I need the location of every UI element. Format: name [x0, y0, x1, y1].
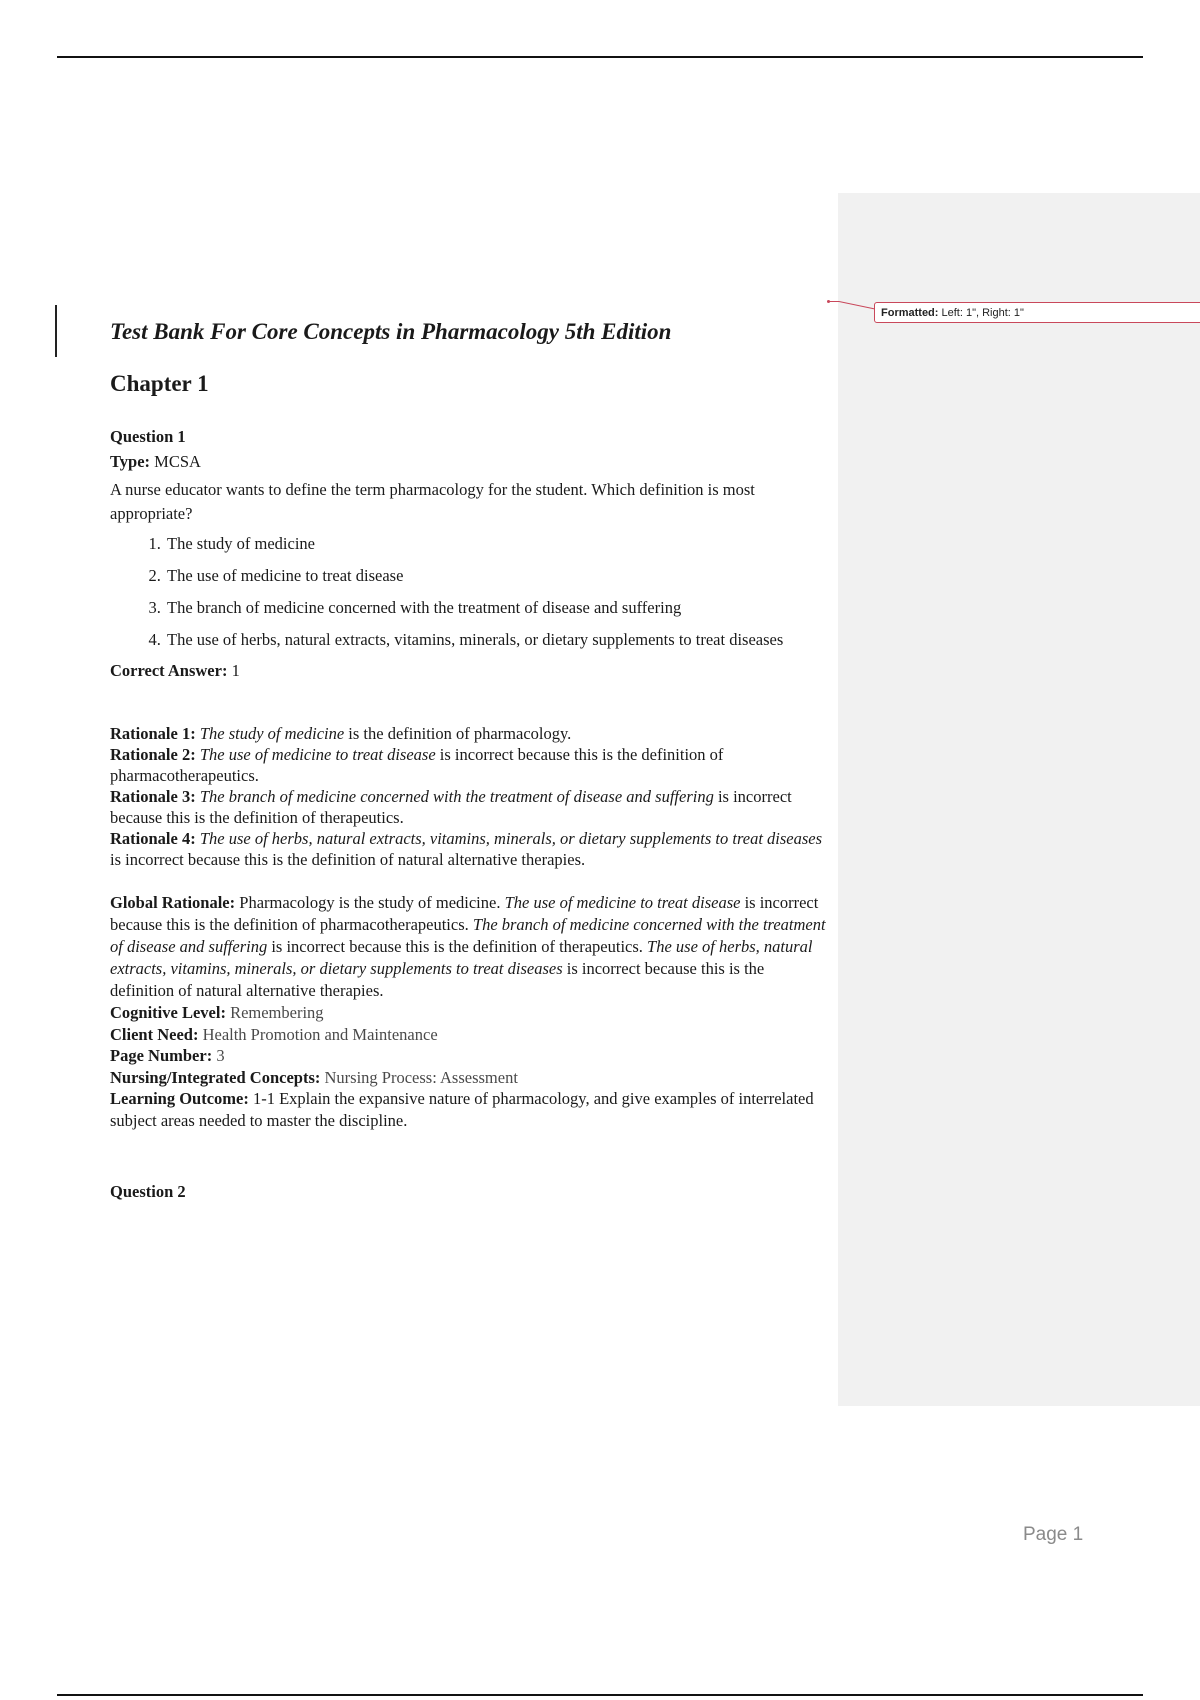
rationale-label: Rationale 4:	[110, 829, 196, 848]
option-4: 4. The use of herbs, natural extracts, vitamins, minerals, or dietary supplements to treat diseases	[165, 628, 830, 651]
global-text: is incorrect because this is the definition of therapeutics.	[267, 937, 648, 956]
question-1-heading: Question 1	[110, 427, 186, 446]
document-body	[110, 318, 830, 1202]
comment-pane	[838, 193, 1200, 1406]
rationale-4	[110, 828, 830, 870]
rationale-option-text: The study of medicine	[199, 724, 345, 743]
meta-value: 1-1 Explain the expansive nature of pharmacology, and give examples of interrelated subject areas needed to master the discipline.	[110, 1089, 814, 1130]
rationale-text: is the definition of pharmacology.	[344, 724, 572, 743]
global-text: is incorrect because this is the definition of natural alternative therapies.	[110, 959, 765, 1000]
rationale-2	[110, 744, 830, 786]
global-italic: The branch of medicine concerned with the treatment of disease and suffering	[110, 915, 826, 956]
question-type	[110, 451, 830, 472]
header-rule	[57, 56, 1143, 58]
page-number-ref	[110, 1045, 830, 1067]
meta-value: Health Promotion and Maintenance	[198, 1024, 438, 1044]
meta-label: Cognitive Level:	[110, 1003, 226, 1022]
correct-answer	[110, 660, 830, 681]
type-label: Type:	[110, 452, 151, 471]
global-italic: The use of medicine to treat disease	[504, 893, 741, 912]
rationale-text: is incorrect because this is the definition of pharmacotherapeutics.	[110, 745, 724, 785]
comment-label: Formatted:	[881, 307, 939, 319]
answer-options	[110, 532, 830, 651]
type-value: MCSA	[150, 452, 201, 471]
rationale-option-text: The branch of medicine concerned with the treatment of disease and suffering	[199, 787, 714, 806]
formatting-comment-balloon[interactable]	[874, 302, 1200, 323]
rationale-label: Rationale 2:	[110, 745, 196, 764]
meta-label: Client Need:	[110, 1024, 199, 1044]
rationale-3	[110, 786, 830, 828]
answer-label: Correct Answer:	[110, 661, 228, 680]
comment-connector	[827, 300, 875, 312]
rationale-option-text: The use of medicine to treat disease	[199, 745, 436, 764]
meta-label: Learning Outcome:	[110, 1089, 249, 1108]
learning-outcome	[110, 1088, 830, 1131]
option-2: 2. The use of medicine to treat disease	[165, 564, 830, 587]
meta-label: Nursing/Integrated Concepts:	[110, 1067, 321, 1087]
document-title: Test Bank For Core Concepts in Pharmacology 5th Edition	[110, 319, 672, 344]
cognitive-level	[110, 1002, 830, 1024]
rationale-option-text: The use of herbs, natural extracts, vitamins, minerals, or dietary supplements to treat diseases	[199, 829, 823, 848]
comment-text: Left: 1", Right: 1"	[938, 307, 1024, 319]
answer-value: 1	[227, 661, 240, 680]
rationale-label: Rationale 1:	[110, 724, 196, 743]
question-2-heading: Question 2	[110, 1182, 186, 1201]
client-need	[110, 1024, 830, 1046]
rationale-label: Rationale 3:	[110, 787, 196, 806]
chapter-heading: Chapter 1	[110, 371, 209, 396]
integrated-concepts	[110, 1067, 830, 1089]
change-bar	[55, 305, 57, 357]
global-text: is incorrect because this is the definition of pharmacotherapeutics.	[110, 893, 819, 934]
global-text: Pharmacology is the study of medicine.	[235, 893, 505, 912]
meta-label: Page Number:	[110, 1046, 213, 1065]
global-rationale-label: Global Rationale:	[110, 893, 236, 912]
meta-value: 3	[212, 1046, 225, 1065]
meta-value: Remembering	[225, 1003, 324, 1022]
rationale-text: is incorrect because this is the definition of therapeutics.	[110, 787, 792, 827]
rationale-1	[110, 723, 830, 744]
question-stem: A nurse educator wants to define the term pharmacology for the student. Which definition is most appropriate?	[110, 480, 755, 523]
global-italic: The use of herbs, natural extracts, vitamins, minerals, or dietary supplements to treat diseases	[110, 937, 813, 978]
rationale-text: is incorrect because this is the definition of natural alternative therapies.	[110, 850, 586, 869]
footer-rule	[57, 1694, 1143, 1696]
option-1: 1. The study of medicine	[165, 532, 830, 555]
global-rationale	[110, 892, 830, 1002]
meta-value: Nursing Process: Assessment	[320, 1067, 518, 1087]
page-number: Page 1	[1023, 1524, 1084, 1545]
option-3: 3. The branch of medicine concerned with the treatment of disease and suffering	[165, 596, 830, 619]
